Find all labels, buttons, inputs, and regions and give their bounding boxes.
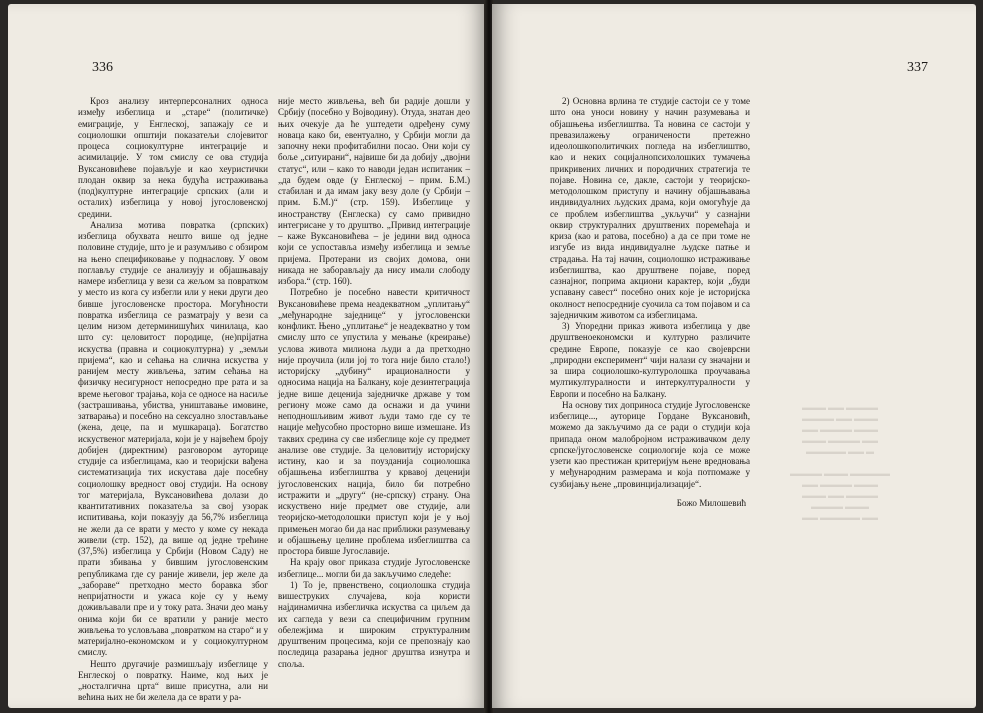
- paragraph: Потребно је посебно навести критичност Вуксановићеве према неадекватном „уплитању“ „међународне заједнице“ у југословенски конфликт. Њено „уплитање“ је неадекватно у том смислу што се упустила у мењање (креирање) услова живота милиона људи а да претходно није проучила (или јој то тога није било стало!) историјску „дубину“ ирационалности у односима нација на Балкану, које дезинтеграција једне више деценија заједничке државе у том региону може само да оснажи и да учини неподношљивим живот људи тамо где су те нације међусобно просторно више измешане. Из таквих средина су све избеглице које су предмет анализе ове студије. За целовитију историјску истину, као и за поузданија социолошка објашњења избеглиштва у крвавој деценији југословенских нација, било би потребно истражити и „другу“ (не-српску) страну. Она искуствено није предмет ове студије, али теоријско-методолошки приступ који је у њој примењен могао би да нас приближи разумевању и објашњењу целине проблема избеглиштва са простора бивше Југославије.: [278, 287, 470, 556]
- paragraph: 2) Основна врлина те студије састоји се у томе што она уноси новину у начин разумевања и објашњења избеглиштва. Та новина се састоји у превазилажењу ограничености претежно идеолошкополитичких погледа на избеглиштво, као и неких социјалнопсихолошких тумачења прикривених личних и породичних стратегија те појаве. Новина се, дакле, састоји у теоријско-методолошком приступу и начину објашњавања индивидуалних људских драма, који омогућује да се проблем избеглиштва „укључи“ у сазнајни оквир структуралних друштвених поремећаја и криза (као и ратова, посебно) а да се при томе не изгубе из вида индивидуалне људске патње и страдања. На тај начин, социолошко истраживање избеглиштва, као друштвене појаве, поред сазнајног, поприма акциони карактер, који „буди успавану савест“ посебно оних које је историјска околност непосредније суочила са том појавом и са заједничким животом са избеглицама.: [550, 96, 750, 320]
- paragraph: није место живљења, већ би радије дошли у Србију (посебно у Војводину). Отуда, знатан део њих очекује да ће уштедети одређену суму новаца како би, евентуално, у Србији могли да започну неки профитабилни посао. Они који су боље „ситуирани“, највише би да добију „двојни статус“, или – како то наводи један испитаник – „да будем овде (у Енглеској – прим. Б.М.) стабилан и да имам јаку везу доле (у Србији – прим. Б.М.)“ (стр. 159). Избеглице у иностранству (Енглеска) су само привидно интегрисане у то друштво. „Привид интеграције – каже Вуксановићева – је једини вид односа који се успоставља између избеглица и земље пријема. Протерани из својих домова, они никада не заборављају да нису имали слободу избора.“ (стр. 160).: [278, 96, 470, 286]
- paragraph: На крају овог приказа студије Југословенске избеглице... могли би да закључимо следеће:: [278, 557, 470, 579]
- paragraph: Анализа мотива повратка (српских) избеглица обухвата нешто више од једне половине студије, што је и разумљиво с обзиром на њено спецификовање у поднаслову. У овом поглављу студије се анализују и објашњавају намере избеглица у вези са жељом за повратком у место из кога су избегли или у неки други део бивше југословенске простора. Могућности повратка избеглица се разматрају у вези са целим низом детерминишућих чинилаца, као што су: целовитост породице, (не)прijатна искуства (правна и социокултурна) у „земљи пријема“, као и сећања на слична искуства у ранијем месту живљења, затим сећања на физичку несигурност непосредно пре рата и за време његовог трајања, која се односе на насиље (застрашивања, убиства, уништавање имовине, затварања) и посебно на сексуално злостављање (жена, деце, па и мушкараца). Богатство искуственог материјала, који је у највећем броју добијен (директним) разговором ауторице студије са избеглицама, као и теоријски вађена систематизација тих искустава даје посебну социолошку вредност овој студији. На основу тог материјала, Вуксановићева долази до квантитативних показатеља за свој узорак испитивања, који показују да 56,7% избеглица не жели да се врати у место у коме су некада живели (стр. 152), да више од једне трећине (37,5%) избеглица у Србији (Новом Саду) не прати збивања у бившим југословенским републикама где су раније живели, јер желе да „забораве“ претходно место боравка због непријатности и ужаса које су у њему доживљавали пре и у току рата. Значи део мању онима који би се вратили у раније место живљења то условљава „повратком на старо“ и у материјално-економском и у социокултурном смислу.: [78, 219, 268, 658]
- page-number-left: 336: [92, 60, 113, 75]
- left-page-column-1: [78, 96, 268, 704]
- show-through-texture: ▬▬▬ ▬▬ ▬▬▬▬ ▬▬▬▬ ▬▬ ▬▬▬ ▬▬ ▬▬▬▬ ▬▬▬ ▬▬▬ ▬▬▬▬ ▬▬ ▬▬▬▬▬ ▬▬ ▬ ▬▬▬▬ ▬▬▬ ▬▬▬▬▬ ▬▬ ▬▬▬▬ ▬▬▬ ▬▬▬ ▬▬ ▬▬▬▬ ▬▬▬▬ ▬▬▬ ▬▬ ▬▬▬▬▬ ▬▬: [790, 403, 890, 522]
- paragraph: На основу тих доприноса студије Југословенске избеглице..., ауторице Гордане Вуксановић, можемо да закључимо да се ради о студији која припада оном малобројном истраживачком делу српске/југословенске социологије која се може узети као престижан критеријум њене вредновања у међународним размерама и која потпомаже у сузбијању њене „провинцијализације“.: [550, 399, 750, 489]
- left-page-column-2: [278, 96, 470, 670]
- right-page-column: [550, 96, 750, 509]
- right-page: [492, 4, 976, 708]
- left-page: [8, 4, 486, 708]
- paragraph: Нешто другачије размишљају избеглице у Енглеској о повратку. Наиме, код њих је „носталгична црта“ више присутна, али ни већина њих не би желела да се врати у ра-: [78, 658, 268, 703]
- author-signature: Божо Милошевић: [676, 497, 746, 508]
- paragraph: 3) Упоредни приказ живота избеглица у две друштвеноекономски и културно различите средине Европе, показује се као својеврсни „природни експеримент“ чији налази су значајни и за шира социолошко-културолошка проучавања мултикултуралности и интеркултуралности у Европи и посебно на Балкану.: [550, 321, 750, 399]
- paragraph: Кроз анализу интерперсоналних односа између избеглица и „старе“ (политичке) емиграције, у Енглеској, запажају се и социолошки општији показатељи слојевитог процеса социокултурне интеграције и асимилације. У том смислу се ова студија Вуксановићеве појављује и као хеуристички плодан оквир за нека будућа истраживања (под)културне интеграције српских (али и осталих) избеглица у новој југословенској средини.: [78, 96, 268, 219]
- paragraph: 1) То је, првенствено, социолошка студија вишеструких случајева, која користи најдинамична избегличка искуства са циљем да их сагледа у вези са специфичним групним обележјима и широким структуралним друштвеним процесима, који се препознају као последица разарања једног друштва изнутра и споља.: [278, 579, 470, 669]
- page-number-right: 337: [907, 60, 928, 75]
